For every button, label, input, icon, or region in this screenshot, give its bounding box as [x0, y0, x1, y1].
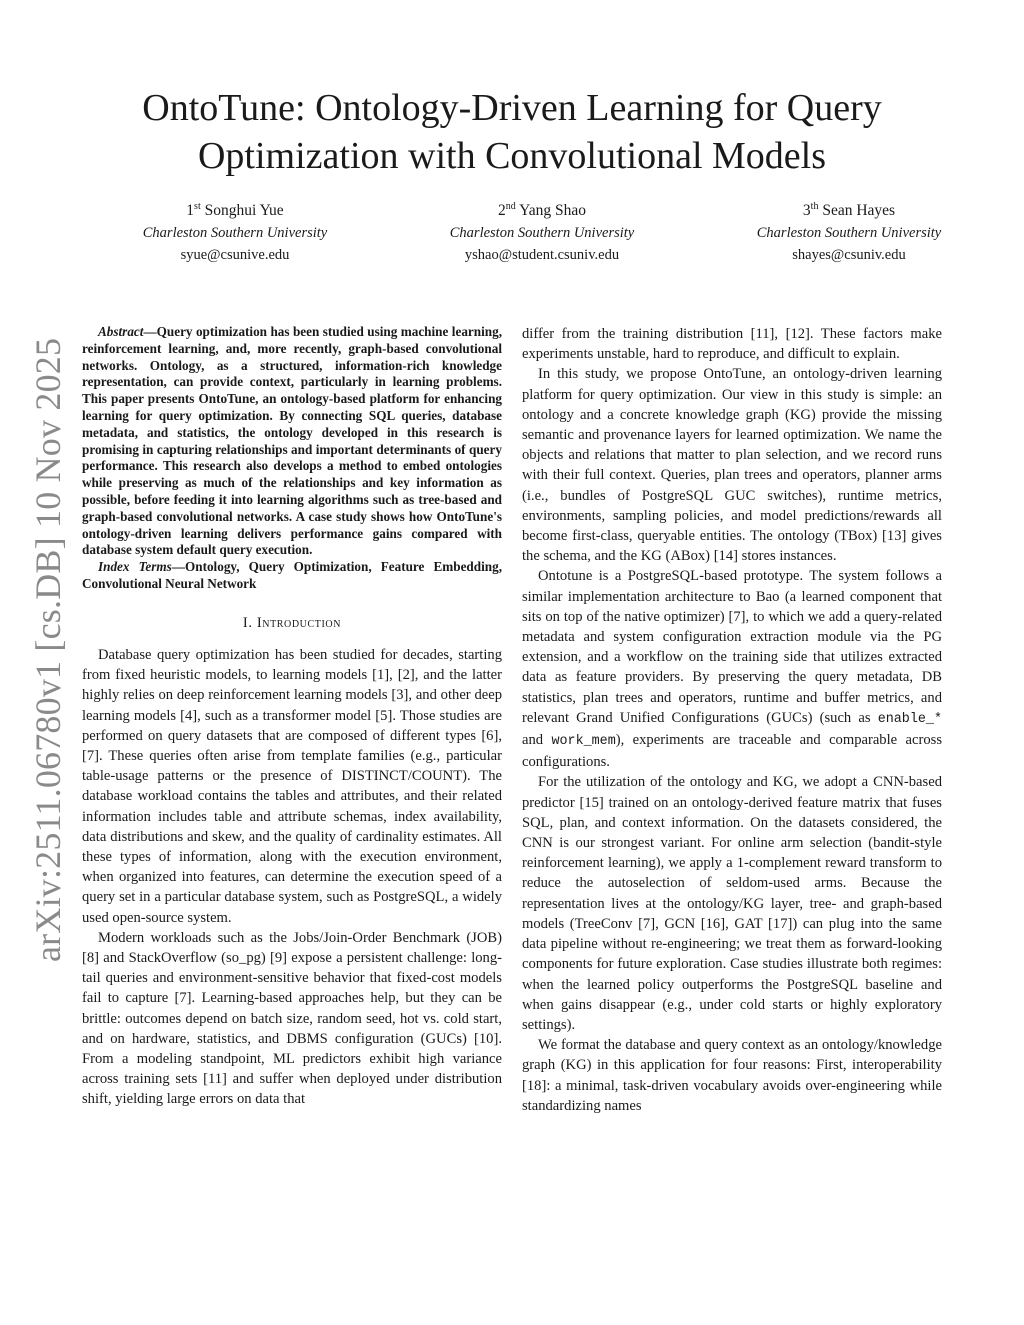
code-work-mem: work_mem: [551, 734, 616, 750]
author-1: [110, 200, 360, 266]
intro-paragraph-5: For the utilization of the ontology and KG, we adopt a CNN-based predictor [15] trained on an ontology-derived feature matrix that fuses SQL, plan, and context information. On the datasets considered, the CNN is our strongest variant. For online arm selection (bandit-style reinforcement learning), we apply a 1-complement reward transform to reduce the autoselection of seldom-used arms. Because the representation lives at the ontology/KG layer, tree- and graph-based models (TreeConv [7], GCN [16], GAT [17]) can plug into the same data pipeline without re-engineering; we treat them as forward-looking components for future exploration. Case studies illustrate both regimes: when the learned policy outperforms the PostgreSQL baseline and when gains disappear (e.g., under cold starts or highly exploratory settings).: [522, 774, 942, 1033]
author-name: 2nd Yang Shao: [498, 201, 586, 219]
intro-paragraph-3: In this study, we propose OntoTune, an ontology-driven learning platform for query optimization. Our view in this study is simple: an ontology and a concrete knowledge graph (KG) provide the missing semantic and provenance layers for learned optimization. We name the objects and relations that matter to plan selection, and we record runs with their full context. Queries, plan trees and operators, planner arms (i.e., bundles of PostgreSQL GUC switches), runtime metrics, environments, sampling policies, and model predictions/rewards all become first-class, queryable entities. The ontology (TBox) [13] gives the schema, and the KG (ABox) [14] stores instances.: [522, 366, 942, 565]
abstract: Abstract—Query optimization has been studied using machine learning, reinforcement learning, and, more recently, graph-based convolutional networks. Ontology, as a structured, information-rich knowledge representation, can provide context, particularly in learning problems. This paper presents OntoTune, an ontology-based platform for enhancing learning for query optimization. By connecting SQL queries, database metadata, and statistics, the ontology developed in this research is promising in capturing relationships and important determinants of query performance. This research also develops a method to embed ontologies while preserving as much of the relationships and key information as possible, before feeding it into learning algorithms such as tree-based and graph-based convolutional networks. A case study shows how OntoTune's ontology-driven learning delivers performance gains compared with database system default query execution.: [82, 324, 502, 558]
author-name: 1st Songhui Yue: [186, 201, 284, 219]
title-line-2: Optimization with Convolutional Models: [197, 135, 827, 177]
right-column: [522, 324, 942, 1116]
title-line-1: OntoTune: Ontology-Driven Learning for Query: [142, 87, 882, 129]
author-email: syue@csunive.edu: [180, 247, 290, 263]
intro-paragraph-1: Database query optimization has been studied for decades, starting from fixed heuristic models, to learning models [1], [2], and the latter highly relies on deep reinforcement learning models [3], and other deep learning models [4], such as a transformer model [5]. Those studies are performed on query datasets that are composed of different types [6], [7]. These queries often arise from template families (e.g., particular table-usage patterns or the presence of DISTINCT/COUNT). The database workload contains the tables and attributes, and their related information includes table and attribute schemas, index availability, data distributions and skew, and the quality of cardinality estimates. All these types of information, along with the execution environment, when organized into features, can determine the execution speed of a query set in a particular database system, such as PostgreSQL, a widely used open-source system.: [82, 646, 502, 926]
author-affiliation: Charleston Southern University: [756, 225, 942, 241]
author-3: [724, 200, 974, 266]
index-terms: Index Terms—Ontology, Query Optimization, Feature Embedding, Convolutional Neural Network: [82, 559, 502, 591]
author-email: shayes@csuniv.edu: [792, 247, 906, 263]
author-block: [110, 200, 974, 266]
paper-title: [90, 84, 934, 180]
intro-paragraph-4: Ontotune is a PostgreSQL-based prototype. The system follows a similar implementation architecture to Bao (a learned component that sits on top of the native optimizer) [7], to which we add a query-related metadata and system configuration extraction module via the PG extension, and a workflow on the training side that utilizes extracted data as feature providers. By preserving the query metadata, DB statistics, plan trees and operators, runtime and buffer metrics, and relevant Grand Unified Configurations (GUCs) (such as enable_* and work_mem), experiments are traceable and comparable across configurations.: [522, 568, 942, 771]
section-heading-introduction: I. Introduction: [242, 614, 342, 631]
author-affiliation: Charleston Southern University: [142, 225, 328, 241]
author-email: yshao@student.csuniv.edu: [464, 247, 620, 263]
code-enable: enable_*: [877, 711, 942, 727]
intro-paragraph-6: We format the database and query context as an ontology/knowledge graph (KG) in this application for four reasons: First, interoperability [18]: a minimal, task-driven vocabulary avoids over-engineering while standardizing names: [522, 1037, 942, 1114]
intro-continuation: differ from the training distribution [11], [12]. These factors make experiments unstable, hard to reproduce, and difficult to explain.: [522, 326, 942, 363]
arxiv-side-stamp: arXiv:2511.06780v1 [cs.DB] 10 Nov 2025: [28, 337, 68, 962]
author-name: 3th Sean Hayes: [802, 201, 896, 219]
left-column: [82, 324, 502, 1110]
author-2: [417, 200, 667, 266]
intro-paragraph-2: Modern workloads such as the Jobs/Join-Order Benchmark (JOB) [8] and StackOverflow (so_pg) [9] expose a persistent challenge: long-tail queries and environment-sensitive behavior that fixed-cost models fail to capture [7]. Learning-based approaches help, but they can be brittle: outcomes depend on batch size, random seed, hot vs. cold start, and on hardware, statistics, and DBMS configuration (GUCs) [10]. From a modeling standpoint, ML predictors exhibit high variance across training sets [11] and suffer when deployed under distribution shift, yielding large errors on data that: [82, 929, 502, 1108]
author-affiliation: Charleston Southern University: [449, 225, 635, 241]
